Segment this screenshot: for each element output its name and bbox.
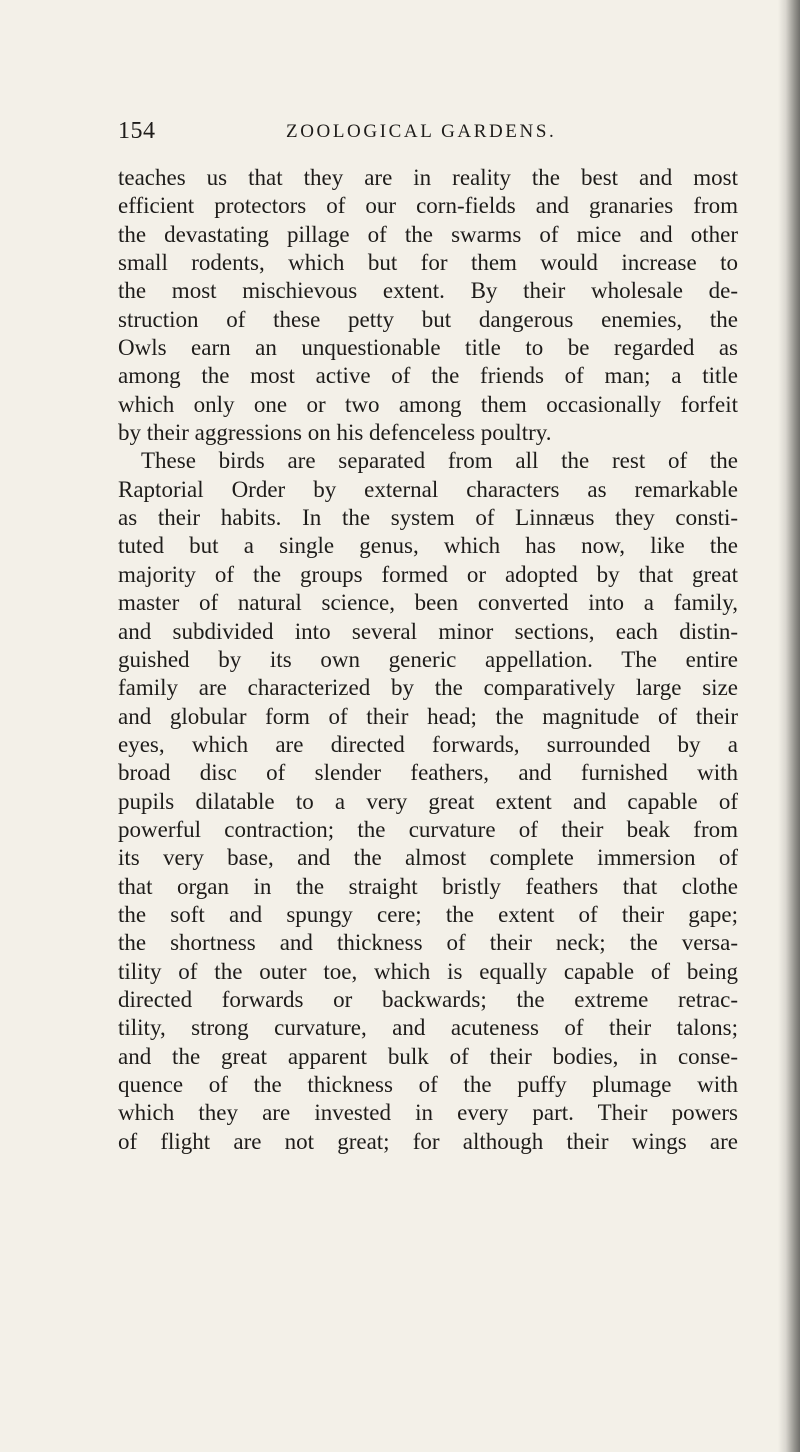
text-line: These birds are separated from all the rest of the [141, 448, 738, 474]
text-line: among the most active of the friends of man; a title [118, 363, 738, 389]
text-line: and subdivided into several minor sections, each distin- [118, 618, 738, 644]
text-line: Owls earn an unquestionable title to be regarded as [118, 335, 738, 361]
body-text [118, 164, 738, 1156]
text-line: the devastating pillage of the swarms of mice and other [118, 221, 738, 247]
text-line: struction of these petty but dangerous enemies, the [118, 306, 738, 332]
text-line: which only one or two among them occasionally forfeit [118, 391, 738, 417]
text-line: tility, strong curvature, and acuteness of their talons; [118, 1015, 738, 1041]
text-line: small rodents, which but for them would increase to [118, 250, 738, 276]
text-line: broad disc of slender feathers, and furnished with [118, 760, 738, 786]
text-line: majority of the groups formed or adopted by that great [118, 561, 738, 587]
text-line: Raptorial Order by external characters as remarkable [118, 476, 738, 502]
text-line: directed forwards or backwards; the extreme retrac- [118, 986, 738, 1012]
text-line: by their aggressions on his defenceless poultry. [118, 420, 552, 446]
page-number: 154 [118, 118, 156, 144]
text-line: tility of the outer toe, which is equally capable of being [118, 958, 738, 984]
text-line: as their habits. In the system of Linnæus they consti- [118, 505, 738, 531]
text-line: of flight are not great; for although their wings are [118, 1128, 738, 1154]
text-line: the most mischievous extent. By their wholesale de- [118, 278, 738, 304]
text-line: pupils dilatable to a very great extent and capable of [118, 788, 738, 814]
text-line: the soft and spungy cere; the extent of their gape; [118, 901, 738, 927]
text-line: which they are invested in every part. Their powers [118, 1100, 738, 1126]
text-line: that organ in the straight bristly feathers that clothe [118, 873, 738, 899]
running-title: ZOOLOGICAL GARDENS. [286, 121, 557, 142]
text-line: its very base, and the almost complete immersion of [118, 845, 738, 871]
page-edge-shadow [778, 0, 800, 1452]
text-line: quence of the thickness of the puffy plumage with [118, 1072, 738, 1097]
text-line: guished by its own generic appellation. The entire [118, 646, 738, 672]
text-line: eyes, which are directed forwards, surrounded by a [118, 731, 738, 757]
text-line: master of natural science, been converted into a family, [118, 590, 738, 616]
text-line: and globular form of their head; the magnitude of their [118, 703, 738, 729]
text-line: powerful contraction; the curvature of their beak from [118, 816, 738, 842]
text-line: efficient protectors of our corn-fields and granaries from [118, 193, 738, 219]
text-line: teaches us that they are in reality the best and most [118, 165, 738, 190]
text-line: tuted but a single genus, which has now, like the [118, 533, 738, 559]
page-header [118, 118, 738, 148]
text-line: family are characterized by the comparatively large size [118, 675, 738, 701]
text-line: and the great apparent bulk of their bodies, in conse- [118, 1043, 738, 1069]
text-line: the shortness and thickness of their neck; the versa- [118, 930, 738, 956]
